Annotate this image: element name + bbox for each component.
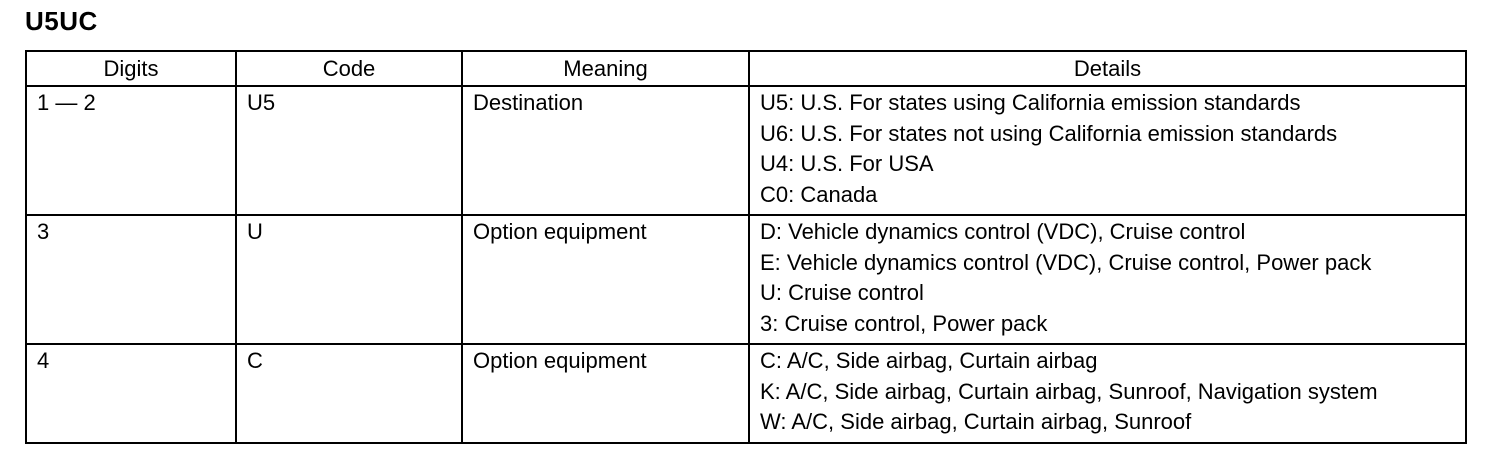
detail-line: 3: Cruise control, Power pack xyxy=(760,310,1048,336)
model-code-table xyxy=(25,50,1467,444)
detail-line: U4: U.S. For USA xyxy=(760,151,934,176)
header-code: Code xyxy=(236,51,462,86)
cell-details xyxy=(749,215,1466,344)
cell-code: C xyxy=(236,344,462,443)
cell-code: U xyxy=(236,215,462,344)
cell-digits: 1 — 2 xyxy=(26,86,236,215)
detail-line: U: Cruise control xyxy=(760,280,924,305)
table-row xyxy=(26,344,1466,443)
detail-line: K: A/C, Side airbag, Curtain airbag, Sunroof, Navigation system xyxy=(760,378,1378,404)
cell-code: U5 xyxy=(236,86,462,215)
detail-line: W: A/C, Side airbag, Curtain airbag, Sunroof xyxy=(760,409,1192,434)
detail-line: U5: U.S. For states using California emission standards xyxy=(760,90,1301,115)
cell-meaning: Destination xyxy=(462,86,749,215)
header-details: Details xyxy=(749,51,1466,86)
cell-details xyxy=(749,86,1466,215)
cell-digits: 4 xyxy=(26,344,236,443)
table-header-row xyxy=(26,51,1466,86)
page-title: U5UC xyxy=(25,6,98,36)
detail-line: D: Vehicle dynamics control (VDC), Cruise control xyxy=(760,219,1246,244)
cell-meaning: Option equipment xyxy=(462,215,749,344)
cell-details xyxy=(749,344,1466,443)
cell-meaning: Option equipment xyxy=(462,344,749,443)
detail-line: C: A/C, Side airbag, Curtain airbag xyxy=(760,348,1098,373)
table-row xyxy=(26,86,1466,215)
detail-line: C0: Canada xyxy=(760,181,878,207)
detail-line: E: Vehicle dynamics control (VDC), Cruise control, Power pack xyxy=(760,249,1372,275)
header-meaning: Meaning xyxy=(462,51,749,86)
detail-line: U6: U.S. For states not using California emission standards xyxy=(760,120,1338,146)
table-row xyxy=(26,215,1466,344)
cell-digits: 3 xyxy=(26,215,236,344)
header-digits: Digits xyxy=(26,51,236,86)
